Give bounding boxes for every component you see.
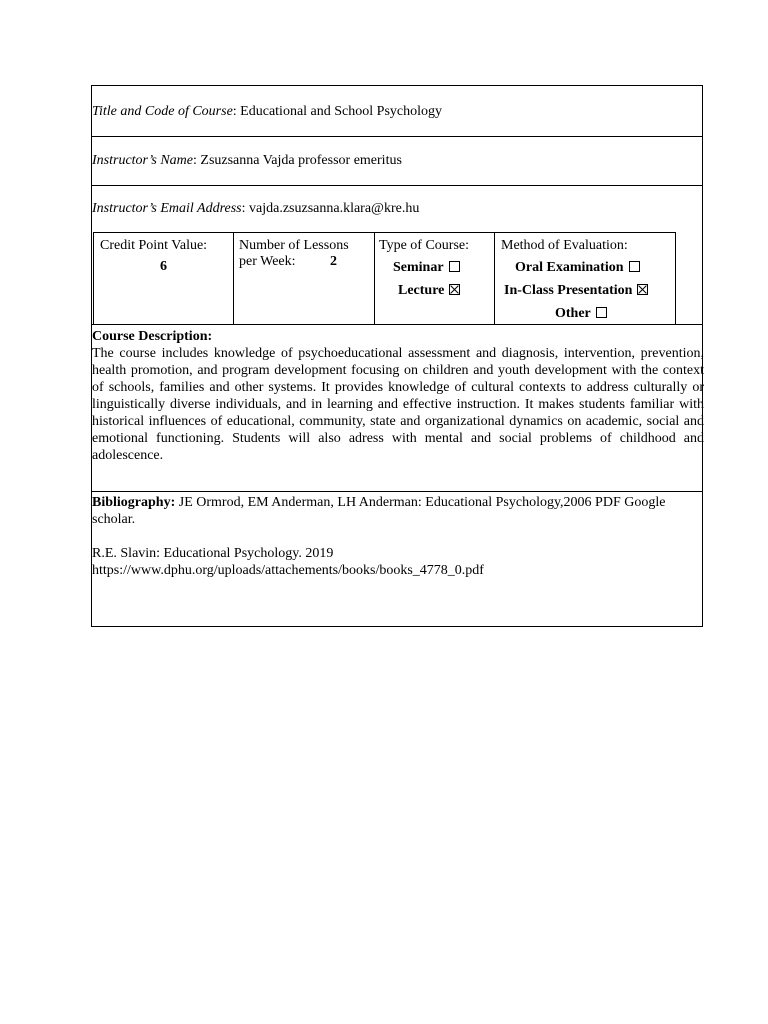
course-type-label: Type of Course: bbox=[379, 238, 470, 253]
evaluation-label: Method of Evaluation: bbox=[501, 238, 628, 253]
evaluation-cell bbox=[494, 232, 676, 325]
course-title-value: : Educational and School Psychology bbox=[232, 104, 442, 119]
credit-label: Credit Point Value: bbox=[100, 238, 208, 253]
instructor-value: : Zsuzsanna Vajda professor emeritus bbox=[193, 153, 402, 168]
presentation-checkbox[interactable] bbox=[637, 284, 648, 295]
credit-value: 6 bbox=[160, 259, 167, 274]
bibliography-heading: Bibliography: bbox=[92, 495, 176, 510]
lessons-value: 2 bbox=[330, 254, 337, 269]
email-value: : vajda.zsuzsanna.klara@kre.hu bbox=[241, 201, 420, 216]
oral-exam-checkbox[interactable] bbox=[629, 261, 640, 272]
bibliography-link[interactable]: https://www.dphu.org/uploads/attachements/books/books_4778_0.pdf bbox=[92, 563, 484, 578]
course-title-row bbox=[92, 104, 442, 120]
oral-exam-option[interactable] bbox=[515, 260, 640, 276]
lessons-label-2: per Week: bbox=[239, 254, 296, 269]
course-title-label: Title and Code of Course bbox=[92, 104, 233, 119]
bibliography-entry-1-row bbox=[92, 494, 704, 528]
course-type-cell bbox=[374, 232, 495, 325]
bibliography bbox=[92, 494, 704, 579]
other-option[interactable] bbox=[555, 306, 607, 322]
description-body: The course includes knowledge of psychoeducational assessment and diagnosis, intervention, prevention, health promotion, and program development focusing on children and youth development with the context of schools, families and other systems. It provides knowledge of cultural contexts to address culturally or linguistically diverse individuals, and in learning and effective instruction. It makes students familiar with historical influences of educational, community, state and organizational dynamics on academic, social and emotional functioning. Students will also adress with mental and social problems of childhood and adolescence. bbox=[92, 346, 704, 463]
email-label: Instructor’s Email Address bbox=[92, 201, 242, 216]
lecture-label: Lecture bbox=[398, 283, 445, 298]
other-label: Other bbox=[555, 306, 591, 321]
lecture-option[interactable] bbox=[398, 283, 460, 299]
description-heading: Course Description: bbox=[92, 329, 213, 344]
course-form bbox=[91, 85, 703, 627]
seminar-option[interactable] bbox=[393, 260, 460, 276]
course-description bbox=[92, 328, 704, 464]
instructor-row bbox=[92, 153, 402, 169]
presentation-option[interactable] bbox=[504, 283, 648, 299]
email-row bbox=[92, 201, 419, 217]
bibliography-entry-2: R.E. Slavin: Educational Psychology. 2019 bbox=[92, 546, 334, 561]
lessons-cell bbox=[233, 232, 375, 325]
other-checkbox[interactable] bbox=[596, 307, 607, 318]
divider bbox=[92, 324, 702, 325]
lecture-checkbox[interactable] bbox=[449, 284, 460, 295]
divider bbox=[92, 136, 702, 137]
seminar-checkbox[interactable] bbox=[449, 261, 460, 272]
seminar-label: Seminar bbox=[393, 260, 444, 275]
divider bbox=[92, 185, 702, 186]
divider bbox=[92, 491, 702, 492]
presentation-label: In-Class Presentation bbox=[504, 283, 633, 298]
credit-cell bbox=[93, 232, 234, 325]
oral-exam-label: Oral Examination bbox=[515, 260, 624, 275]
instructor-label: Instructor’s Name bbox=[92, 153, 193, 168]
lessons-label-1: Number of Lessons bbox=[239, 238, 349, 253]
bibliography-entry-1: JE Ormrod, EM Anderman, LH Anderman: Educational Psychology,2006 PDF Google scholar. bbox=[92, 495, 666, 527]
